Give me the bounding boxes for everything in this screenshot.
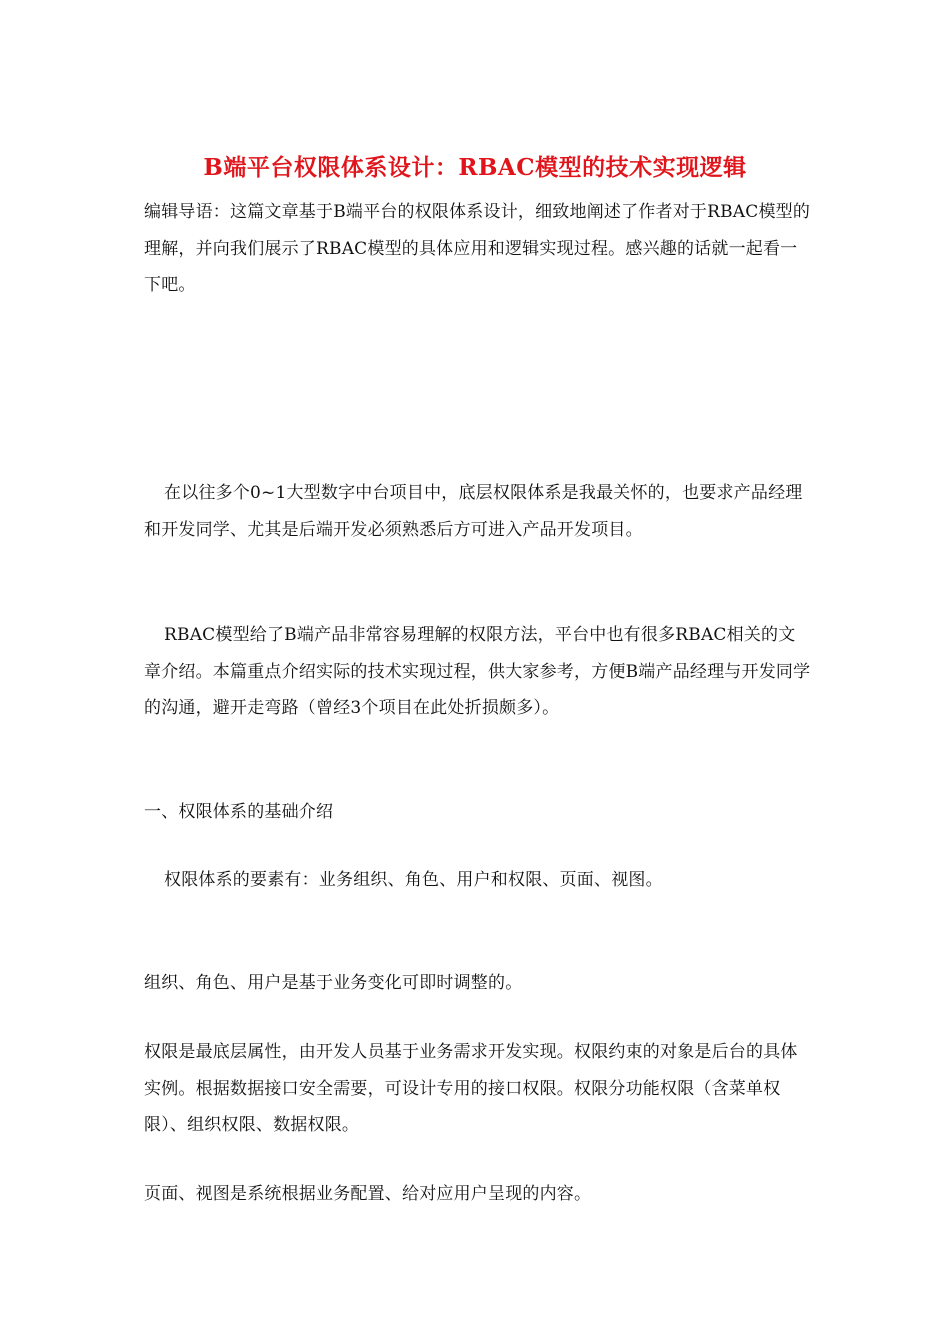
editor-intro-paragraph: 编辑导语：这篇文章基于B端平台的权限体系设计，细致地阐述了作者对于RBAC模型的理解，并向我们展示了RBAC模型的具体应用和逻辑实现过程。感兴趣的话就一起看一下吧。 bbox=[144, 202, 811, 295]
body-paragraph: 权限是最底层属性，由开发人员基于业务需求开发实现。权限约束的对象是后台的具体实例。根据数据接口安全需要，可设计专用的接口权限。权限分功能权限（含菜单权限）、组织权限、数据权限。 bbox=[144, 1042, 798, 1135]
section-heading: 一、权限体系的基础介绍 bbox=[144, 802, 334, 822]
body-paragraph: 组织、角色、用户是基于业务变化可即时调整的。 bbox=[144, 973, 523, 993]
body-paragraph: RBAC模型给了B端产品非常容易理解的权限方法，平台中也有很多RBAC相关的文章介绍。本篇重点介绍实际的技术实现过程，供大家参考，方便B端产品经理与开发同学的沟通，避开走弯路（曾经3个项目在此处折损颇多）。 bbox=[144, 625, 811, 718]
body-paragraph: 在以往多个0~1大型数字中台项目中，底层权限体系是我最关怀的，也要求产品经理和开发同学、尤其是后端开发必须熟悉后方可进入产品开发项目。 bbox=[144, 483, 803, 540]
document-title: B端平台权限体系设计：RBAC模型的技术实现逻辑 bbox=[203, 154, 747, 181]
body-paragraph: 权限体系的要素有：业务组织、角色、用户和权限、页面、视图。 bbox=[164, 870, 663, 890]
body-paragraph: 页面、视图是系统根据业务配置、给对应用户呈现的内容。 bbox=[144, 1184, 592, 1204]
